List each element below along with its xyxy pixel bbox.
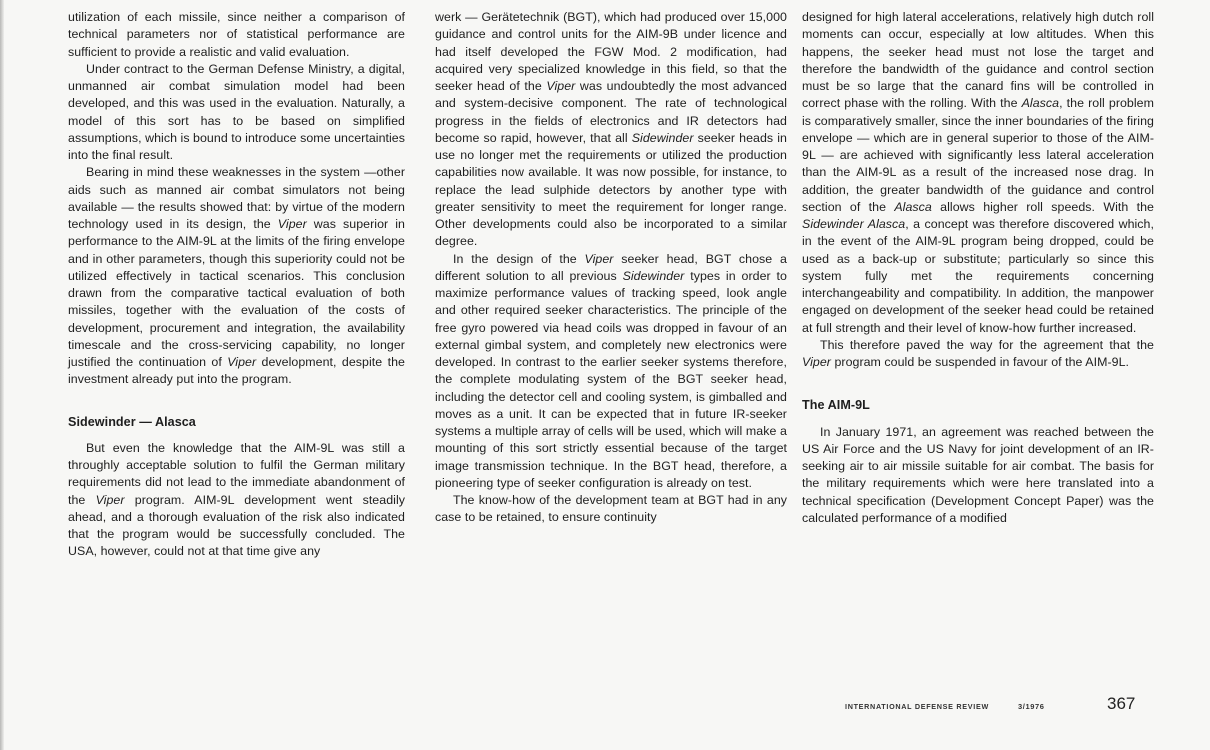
text-run: seeker head, BGT chose a different solution to all previous bbox=[435, 251, 787, 283]
text-run: program. AIM-9L development went steadily ahead, and a thorough evaluation of the risk also indicated that the program would be successfully concluded. The USA, however, could not at that time give any bbox=[68, 492, 405, 559]
section-heading: Sidewinder — Alasca bbox=[68, 414, 196, 429]
text-run: utilization of each missile, since neither a comparison of technical parameters nor of statistical performance are sufficient to provide a realistic and valid evaluation. bbox=[68, 10, 405, 59]
text-run: Under contract to the German Defense Ministry, a digital, unmanned air combat simulation model had been developed, and this was used in the evaluation. Naturally, a model of this sort has to be based on simplified assumptions, which is bound to introduce some uncertainties into the final result. bbox=[68, 61, 405, 162]
journal-name: INTERNATIONAL DEFENSE REVIEW bbox=[845, 702, 989, 711]
text-run: This therefore paved the way for the agreement that the bbox=[820, 337, 1154, 352]
page-gutter-shadow bbox=[0, 0, 4, 750]
paragraph bbox=[435, 492, 787, 527]
issue-number: 3/1976 bbox=[1018, 702, 1045, 711]
text-run: development, despite the investment already put into the program. bbox=[68, 355, 405, 387]
paragraph bbox=[802, 9, 1154, 337]
paragraph bbox=[68, 164, 405, 388]
text-run: types in order to maximize performance values of tracking speed, look angle and other required seeker characteristics. The principle of the free gyro powered via head coils was dropped in favour of an external gimbal system, and completely new electronics were developed. In contrast to the earlier seeker systems therefore, the complete modulating system of the BGT seeker head, including the detector cell and cooling system, is gimballed and moves as a unit. It can be expected that in future IR-seeker systems a multiple array of cells will be used, which will make a mounting of this sort strictly essential because of the target image transmission technique. In the BGT head, therefore, a pioneering type of seeker configuration is already on test. bbox=[435, 268, 787, 490]
italic-term: Viper bbox=[546, 79, 576, 93]
text-run: allows higher roll speeds. With the bbox=[931, 199, 1154, 214]
paragraph bbox=[68, 9, 405, 61]
paragraph bbox=[68, 440, 405, 561]
italic-term: Alasca bbox=[894, 199, 932, 214]
column-2 bbox=[435, 9, 787, 527]
text-run: In January 1971, an agreement was reached between the US Air Force and the US Navy for joint development of an IR-seeking air to air missile suitable for air combat. The basis for the military requirements which were here translated into a technical specification (Development Concept Paper) was the calculated performance of a modified bbox=[802, 424, 1154, 525]
italic-term: Viper bbox=[95, 492, 125, 507]
text-run: , a concept was therefore discovered which, in the event of the AIM-9L program being dropped, could be used as a back-up or substitute; particularly so since this system fully met the requirements concerning interchangeability and compatibility. In addition, the manpower engaged on development of the seeker head could be retained at full strength and their level of know-how further increased. bbox=[802, 217, 1154, 335]
column-3 bbox=[802, 9, 1154, 527]
paragraph bbox=[68, 61, 405, 165]
page-number: 367 bbox=[1107, 694, 1136, 713]
text-run: was undoubtedly the most advanced and system-decisive component. The rate of technological progress in the fields of electronics and IR detectors had become so rapid, however, that all bbox=[435, 79, 787, 145]
italic-term: Sidewinder bbox=[622, 268, 685, 283]
column-1 bbox=[68, 9, 405, 561]
italic-term: Viper bbox=[584, 251, 614, 266]
text-run: designed for high lateral accelerations, relatively high dutch roll moments can occur, especially at low altitudes. When this happens, the seeker head must not lose the target and therefore the bandwidth of the guidance and control section must be so large that the canard fins will be controlled in correct phase with the rolling. With the bbox=[802, 10, 1154, 111]
text-run: werk — Gerätetechnik (BGT), which had produced over 15,000 guidance and control units for the AIM-9B under licence and had itself developed the FGW Mod. 2 modification, had acquired very specialized knowledge in this field, so that the seeker head of the bbox=[435, 10, 787, 93]
paragraph bbox=[435, 251, 787, 493]
page-footer bbox=[845, 695, 1145, 719]
paragraph bbox=[802, 337, 1154, 372]
text-run: , the roll problem is comparatively smaller, since the inner boundaries of the firing envelope — which are in general superior to those of the AIM-9L — are achieved with significantly less lateral acceleration than the AIM-9L as a result of the increased nose drag. In addition, the greater bandwidth of the guidance and control section of the bbox=[802, 96, 1154, 214]
text-run: In the design of the bbox=[453, 251, 585, 266]
paragraph bbox=[435, 9, 787, 251]
text-run: seeker heads in use no longer met the requirements or utilized the production capabilities now available. It was now possible, for instance, to replace the lead sulphide detectors by another type with greater sensitivity to meet the requirement for longer range. Other developments could also be incorporated to a similar degree. bbox=[435, 130, 787, 249]
italic-term: Viper bbox=[802, 355, 831, 369]
italic-term: Alasca bbox=[1021, 96, 1060, 111]
section-heading: The AIM-9L bbox=[802, 398, 870, 413]
paragraph bbox=[802, 424, 1154, 528]
text-run: But even the knowledge that the AIM-9L was still a throughly acceptable solution to fulfil the German military requirements did not lead to the immediate abandonment of the bbox=[68, 440, 405, 507]
italic-term: Sidewinder bbox=[631, 130, 694, 145]
italic-term: Sidewinder Alasca bbox=[802, 217, 906, 231]
italic-term: Viper bbox=[227, 355, 257, 369]
text-run: Bearing in mind these weaknesses in the system —other aids such as manned air combat simulators not being available — the results showed that: by virtue of the modern technology used in its design, the bbox=[68, 165, 405, 231]
italic-term: Viper bbox=[277, 217, 307, 231]
text-run: was superior in performance to the AIM-9L at the limits of the firing envelope and in other parameters, though this superiority could not be utilized effectively in tactical scenarios. This conclusion drawn from the comparative tactical evaluation of both missiles, together with the evaluation of the costs of development, procurement and integration, the availability timescale and the cross-servicing capability, no longer justified the continuation of bbox=[68, 217, 406, 369]
text-run: The know-how of the development team at BGT had in any case to be retained, to ensure continuity bbox=[435, 493, 787, 525]
text-run: program could be suspended in favour of the AIM-9L. bbox=[830, 355, 1130, 369]
